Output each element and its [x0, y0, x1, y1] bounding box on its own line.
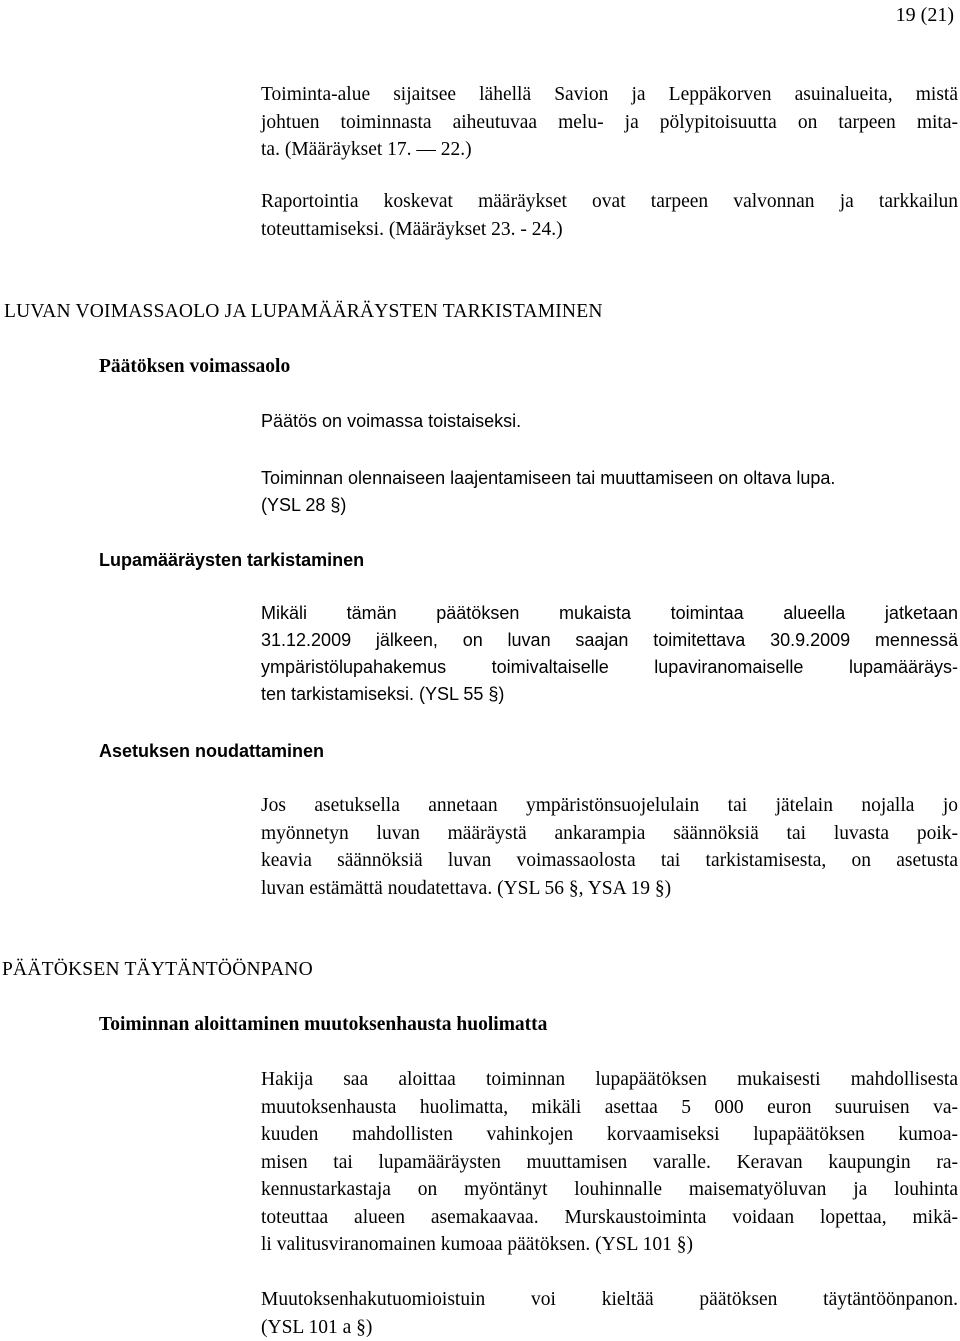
- text-line: Toiminnan olennaiseen laajentamiseen tai muuttamiseen on oltava lupa.: [261, 468, 836, 488]
- text-line: ten tarkistamiseksi. (YSL 55 §): [261, 684, 505, 704]
- section-title-enforcement: PÄÄTÖKSEN TÄYTÄNTÖÖNPANO: [2, 959, 313, 980]
- text-line: 31.12.2009 jälkeen, on luvan saajan toimitettava 30.9.2009 mennessä: [261, 630, 958, 650]
- text-line: Päätös on voimassa toistaiseksi.: [261, 411, 522, 431]
- text-line: toteuttaa alueen asemakaavaa. Murskaustoiminta voidaan lopettaa, mikä-: [261, 1206, 958, 1228]
- intro-paragraph-1: [261, 81, 958, 164]
- heading-decree-compliance: Asetuksen noudattaminen: [99, 741, 325, 761]
- heading-permit-review: Lupamääräysten tarkistaminen: [99, 550, 365, 570]
- text-line: ympäristölupahakemus toimivaltaiselle lupaviranomaiselle lupamääräys-: [261, 657, 958, 677]
- text-line: kennustarkastaja on myöntänyt louhinnalle maisematyöluvan ja louhinta: [261, 1179, 958, 1200]
- text-line: misen tai lupamääräysten muuttamisen varalle. Keravan kaupungin ra-: [261, 1151, 958, 1173]
- intro-paragraph-2: [261, 188, 958, 243]
- text-line: johtuen toiminnasta aiheutuvaa melu- ja pölypitoisuutta on tarpeen mita-: [261, 111, 958, 133]
- text-line: ta. (Määräykset 17. — 22.): [261, 139, 472, 160]
- text-line: Muutoksenhakutuomioistuin voi kieltää päätöksen täytäntöönpanon.: [261, 1289, 958, 1310]
- compliance-paragraph: [261, 792, 958, 902]
- text-line: kuuden mahdollisten vahinkojen korvaamiseksi lupapäätöksen kumoa-: [261, 1124, 958, 1145]
- section-title-validity: LUVAN VOIMASSAOLO JA LUPAMÄÄRÄYSTEN TARKISTAMINEN: [4, 301, 603, 322]
- start-despite-appeal-paragraph-1: [261, 1066, 958, 1259]
- permit-review-paragraph: [261, 600, 958, 708]
- text-line: luvan estämättä noudatettava. (YSL 56 §, YSA 19 §): [261, 877, 672, 899]
- text-line: keavia säännöksiä luvan voimassaolosta tai tarkistamisesta, on asetusta: [261, 850, 958, 871]
- page-number: 19 (21): [895, 4, 954, 26]
- text-line: Mikäli tämän päätöksen mukaista toimintaa alueella jatketaan: [261, 603, 958, 623]
- start-despite-appeal-paragraph-2: [261, 1286, 958, 1341]
- text-line: Jos asetuksella annetaan ympäristönsuojelulain tai jätelain nojalla jo: [261, 795, 958, 816]
- text-line: Hakija saa aloittaa toiminnan lupapäätöksen mukaisesti mahdollisesta: [261, 1069, 958, 1090]
- text-line: muutoksenhausta huolimatta, mikäli asettaa 5 000 euron suuruisen va-: [261, 1096, 958, 1118]
- decision-validity-paragraph-1: [261, 408, 958, 435]
- text-line: Raportointia koskevat määräykset ovat tarpeen valvonnan ja tarkkailun: [261, 191, 958, 212]
- text-line: li valitusviranomainen kumoaa päätöksen. (YSL 101 §): [261, 1234, 693, 1255]
- text-line: (YSL 101 a §): [261, 1316, 373, 1338]
- text-line: Toiminta-alue sijaitsee lähellä Savion ja Leppäkorven asuinalueita, mistä: [261, 84, 958, 105]
- heading-start-despite-appeal: Toiminnan aloittaminen muutoksenhausta huolimatta: [99, 1014, 548, 1035]
- heading-decision-validity: Päätöksen voimassaolo: [99, 356, 291, 377]
- text-line: myönnetyn luvan määräystä ankarampia säännöksiä tai luvasta poik-: [261, 822, 958, 844]
- decision-validity-paragraph-2: [261, 465, 958, 519]
- text-line: toteuttamiseksi. (Määräykset 23. - 24.): [261, 218, 563, 240]
- text-line: (YSL 28 §): [261, 495, 347, 515]
